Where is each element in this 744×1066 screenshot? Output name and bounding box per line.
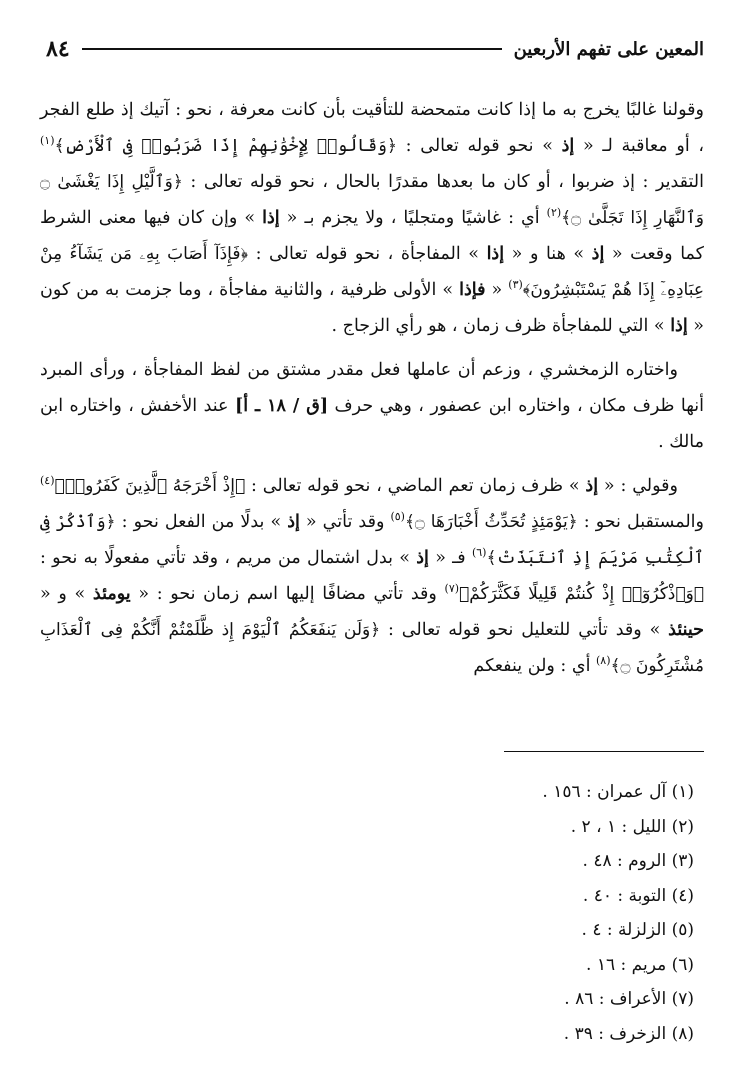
text-run: أي : غاشيًا ومتجليًا ، ولا يجزم بـ «	[279, 208, 547, 228]
book-title: المعين على تفهم الأربعين	[513, 38, 704, 60]
footnote-ref: (٨)	[596, 654, 611, 668]
quran-verse: ﴿وَٱذْكُرُوٓا۟ إِذْ كُنتُمْ قَلِيلًا فَكَثَّرَكُمْ﴾	[459, 584, 704, 604]
footnote-5: (٥) الزلزلة : ٤ .	[581, 920, 694, 940]
manuscript-reference: [ق / ١٨ ـ أ]	[234, 396, 329, 416]
running-header	[40, 30, 704, 68]
text-run: التقدير : إذ ضربوا ، أو كان ما بعدها مقدرًا بالحال ، نحو قوله تعالى :	[182, 172, 704, 192]
footnote-3: (٣) الروم : ٤٨ .	[582, 851, 694, 871]
text-run: » المفاجأة ، نحو قوله تعالى :	[248, 244, 487, 264]
paragraph-1	[40, 92, 704, 344]
term-idha: إذا	[670, 316, 688, 336]
footnote-2: (٢) الليل : ١ ، ٢ .	[570, 816, 694, 837]
footnote-ref: (٥)	[390, 510, 405, 524]
page-number: ٨٤	[46, 36, 70, 62]
footnote-6: (٦) مريم : ١٦ .	[586, 954, 694, 975]
quran-verse: ﴿وَقَالُوا۟ لِإِخْوَٰنِهِمْ إِذَا ضَرَبُوا۟ فِى ٱلْأَرْضِ﴾	[54, 136, 397, 156]
footnote-ref: (٢)	[546, 206, 562, 220]
term-faidha: فإذا	[459, 280, 486, 300]
text-run: واختاره الزمخشري ، وزعم أن عاملها فعل مقدر مشتق من لفظ المفاجأة ، ورأى المبرد أنها ظرف مكان ، واختاره ابن عصفور ، وهي حرف	[40, 360, 704, 416]
text-run: » الأولى ظرفية ، والثانية مفاجأة ، وما جزمت به من كون «	[40, 280, 704, 336]
term-idh: إذ	[591, 244, 605, 264]
text-run: والمستقبل نحو :	[577, 512, 704, 532]
term-yawmaidh: يومئذ	[92, 584, 131, 604]
text-run: » نحو قوله تعالى :	[396, 136, 562, 156]
term-idha: إذا	[262, 208, 280, 228]
quran-verse: ﴿وَٱلَّيْلِ إِذَا يَغْشَىٰ ۝ وَٱلنَّهَارِ إِذَا تَجَلَّىٰ ۝﴾	[40, 172, 705, 228]
text-run: » وقد تأتي للتعليل نحو قوله تعالى :	[380, 620, 669, 640]
term-hinaidh: حينئذ	[668, 620, 704, 640]
text-run: » بدل اشتمال من مريم ، وقد تأتي مفعولًا به نحو :	[40, 548, 417, 568]
text-run: وقولنا غالبًا يخرج به ما إذا كانت متمحضة للتأقيت بأن كانت معرفة ، نحو : آتيك إذ طلع الفجر ، أو معاقبة لـ «	[40, 100, 705, 156]
footnote-separator	[504, 751, 704, 752]
text-run: » بدلًا من الفعل نحو :	[115, 512, 288, 532]
text-run: » ظرف زمان تعم الماضي ، نحو قوله تعالى :	[245, 476, 586, 496]
quran-verse: ﴿وَٱذْكُرْ فِى ٱلْكِتَٰبِ مَرْيَمَ إِذِ ٱنتَبَذَتْ﴾	[40, 512, 704, 568]
footnote-1: (١) آل عمران : ١٥٦ .	[542, 782, 694, 802]
footnote-7: (٧) الأعراف : ٨٦ .	[564, 989, 694, 1009]
paragraph-3	[40, 468, 704, 684]
text-run: عند الأخفش ، واختاره ابن مالك .	[40, 396, 704, 452]
term-idh: إذ	[416, 548, 429, 568]
paragraph-2	[40, 352, 704, 460]
footnote-8: (٨) الزخرف : ٣٩ .	[563, 1023, 694, 1044]
text-run: وقولي : «	[598, 476, 678, 496]
text-run: » و «	[40, 584, 93, 604]
footnote-ref: (٦)	[471, 546, 487, 560]
footnote-4: (٤) التوبة : ٤٠ .	[582, 885, 694, 906]
footnote-ref: (٧)	[444, 582, 460, 596]
book-page	[40, 30, 705, 1044]
quran-verse: ﴿وَلَن يَنفَعَكُمُ ٱلْيَوْمَ إِذ ظَّلَمْتُمْ أَنَّكُمْ فِى ٱلْعَذَابِ مُشْتَرِكُونَ ۝﴾	[40, 620, 704, 676]
text-run: فـ «	[428, 548, 472, 568]
quran-verse: ﴿فَإِذَآ أَصَابَ بِهِۦ مَن يَشَآءُ مِنْ عِبَادِهِۦٓ إِذَا هُمْ يَسْتَبْشِرُونَ﴾	[40, 244, 705, 300]
text-run: » وإن كان فيها معنى الشرط كما وقعت «	[40, 208, 704, 264]
text-run: » هنا و «	[504, 244, 592, 264]
text-run: أي : ولن ينفعكم	[473, 656, 596, 676]
footnote-ref: (١)	[40, 134, 55, 148]
text-run: » التي للمفاجأة ظرف زمان ، هو رأي الزجاج .	[331, 316, 671, 336]
quran-verse: ﴿إِذْ أَخْرَجَهُ ٱلَّذِينَ كَفَرُوا۟﴾	[54, 476, 246, 496]
term-idh: إذ	[585, 476, 599, 496]
term-idh: إذ	[561, 136, 575, 156]
footnotes	[54, 775, 694, 1051]
footnote-ref: (٤)	[40, 474, 55, 488]
quran-verse: ﴿يَوْمَئِذٍ تُحَدِّثُ أَخْبَارَهَا ۝﴾	[404, 512, 578, 532]
term-idha: إذا	[486, 244, 505, 264]
main-text	[40, 92, 704, 684]
text-run: «	[485, 280, 509, 300]
footnote-ref: (٣)	[508, 278, 523, 292]
text-run: وقد تأتي مضافًا إليها اسم زمان نحو : «	[130, 584, 445, 604]
text-run: وقد تأتي «	[299, 512, 391, 532]
header-rule	[82, 48, 502, 50]
term-idh: إذ	[287, 512, 300, 532]
